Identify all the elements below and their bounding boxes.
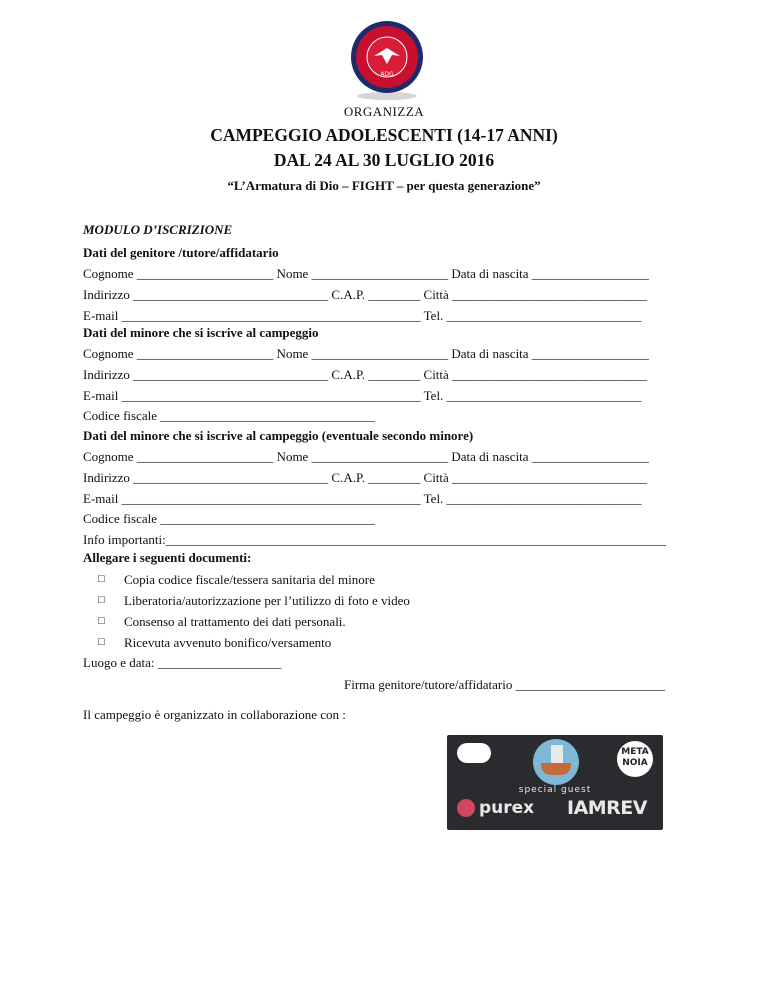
camp-title: CAMPEGGIO ADOLESCENTI (14-17 ANNI)	[210, 125, 558, 145]
sponsors-banner	[447, 735, 663, 830]
attachment-item: Ricevuta avvenuto bonifico/versamento	[124, 635, 332, 650]
parent-contact-row[interactable]: E-mail ______________________________________________ Tel. ______________________________	[83, 308, 642, 323]
organizer-label: ORGANIZZA	[343, 104, 425, 119]
minor-contact-row[interactable]: E-mail ______________________________________________ Tel. ______________________________	[83, 388, 642, 403]
tv-logo-icon	[457, 743, 491, 763]
attachment-item: Copia codice fiscale/tessera sanitaria del minore	[124, 572, 375, 587]
minor2-section-heading: Dati del minore che si iscrive al campeggio (eventuale secondo minore)	[83, 428, 474, 443]
purex-logo: purex	[479, 798, 535, 818]
purex-icon	[457, 799, 475, 817]
important-info-row[interactable]: Info importanti:_____________________________________________________________________________	[83, 532, 667, 547]
boat-logo-icon	[533, 739, 579, 785]
minor-address-row[interactable]: Indirizzo ______________________________ C.A.P. ________ Città ______________________________	[83, 367, 648, 382]
attachment-checkbox[interactable]: □	[98, 636, 105, 648]
parent-section-heading: Dati del genitore /tutore/affidatario	[83, 245, 279, 260]
collaboration-note: Il campeggio è organizzato in collaborazione con :	[83, 707, 346, 722]
organization-logo	[344, 18, 430, 100]
parent-address-row[interactable]: Indirizzo ______________________________ C.A.P. ________ Città ______________________________	[83, 287, 648, 302]
minor2-address-row[interactable]: Indirizzo ______________________________ C.A.P. ________ Città ______________________________	[83, 470, 648, 485]
attachment-item: Liberatoria/autorizzazione per l’utilizzo di foto e video	[124, 593, 410, 608]
minor-section-heading: Dati del minore che si iscrive al campeggio	[83, 325, 319, 340]
minor-tax-code-row[interactable]: Codice fiscale _________________________________	[83, 408, 375, 423]
attachment-checkbox[interactable]: □	[98, 594, 105, 606]
minor2-contact-row[interactable]: E-mail ______________________________________________ Tel. ______________________________	[83, 491, 642, 506]
svg-text:ADG: ADG	[380, 71, 394, 78]
parent-name-row[interactable]: Cognome _____________________ Nome _____________________ Data di nascita __________________	[83, 266, 649, 281]
minor2-tax-code-row[interactable]: Codice fiscale _________________________________	[83, 511, 375, 526]
camp-dates: DAL 24 AL 30 LUGLIO 2016	[273, 150, 495, 170]
signature-row[interactable]: Firma genitore/tutore/affidatario _______________________	[344, 677, 666, 692]
attachment-item: Consenso al trattamento dei dati personali.	[124, 614, 346, 629]
form-heading: MODULO D’ISCRIZIONE	[83, 222, 233, 237]
attachment-checkbox[interactable]: □	[98, 573, 105, 585]
attachment-checkbox[interactable]: □	[98, 615, 105, 627]
special-guest-label: special guest	[518, 785, 592, 795]
attachments-heading: Allegare i seguenti documenti:	[83, 550, 252, 565]
minor2-name-row[interactable]: Cognome _____________________ Nome _____________________ Data di nascita __________________	[83, 449, 649, 464]
iamrev-logo: IAMREV	[567, 797, 647, 819]
camp-subtitle: “L’Armatura di Dio – FIGHT – per questa generazione”	[227, 178, 541, 193]
minor-name-row[interactable]: Cognome _____________________ Nome _____________________ Data di nascita __________________	[83, 346, 649, 361]
place-date-row[interactable]: Luogo e data: ___________________	[83, 655, 282, 670]
metanoia-logo: META NOIA	[617, 741, 653, 777]
